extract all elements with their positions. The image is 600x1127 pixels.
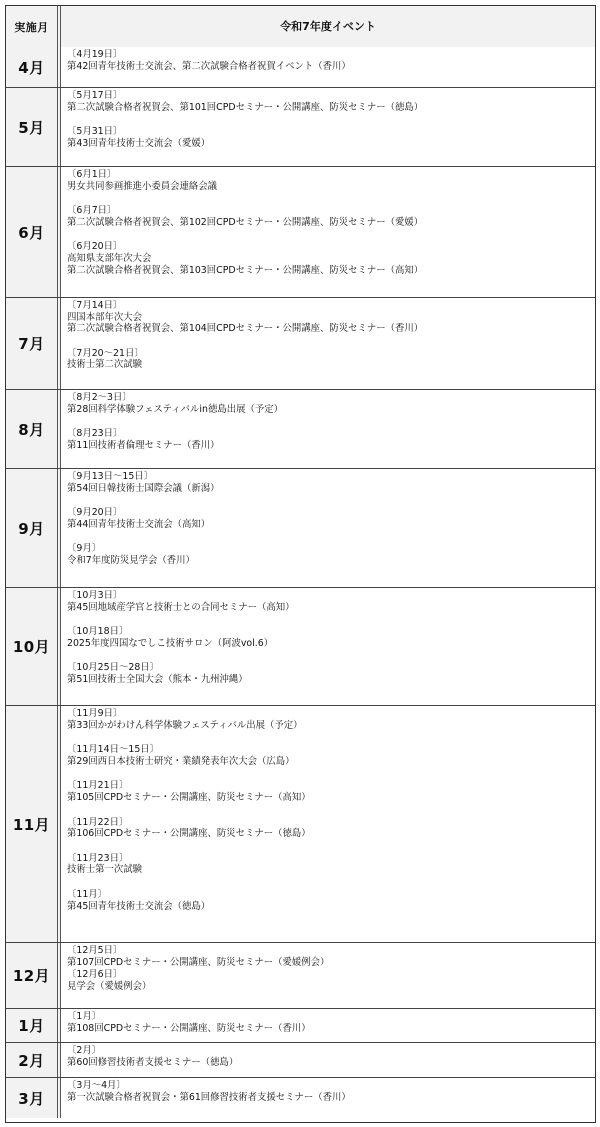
month-row (6, 389, 595, 468)
event-description: 四国本部年次大会 (67, 311, 143, 323)
event-entry (67, 780, 595, 803)
month-row (6, 47, 595, 87)
event-description: 高知県支部年次大会 (67, 252, 152, 264)
event-date: 〔9月20日〕 (67, 507, 123, 519)
events-cell (61, 588, 595, 705)
events-cell (61, 706, 595, 942)
event-entry (67, 817, 595, 840)
event-date: 〔12月5日〕 (67, 945, 123, 956)
month-cell: 5月 (6, 88, 61, 166)
events-cell (61, 390, 595, 468)
event-description: 第54回日韓技術士国際会議（新潟） (67, 482, 220, 494)
event-description: 見学会（愛媛例会） (67, 980, 152, 992)
event-date: 〔8月23日〕 (67, 428, 123, 440)
table-header-row (6, 6, 595, 47)
event-date: 〔11月〕 (67, 888, 108, 900)
event-entry (67, 300, 595, 335)
events-cell (61, 943, 595, 1008)
event-date: 〔9月13日～15日〕 (67, 471, 154, 482)
event-description: 第105回CPDセミナー・公開講座、防災セミナー（高知） (67, 791, 311, 803)
event-description: 第43回青年技術士交流会（愛媛） (67, 137, 211, 149)
month-cell: 11月 (6, 706, 61, 942)
event-entry (67, 471, 595, 494)
event-date: 〔10月18日〕 (67, 626, 129, 638)
event-description: 第一次試験合格者祝賀会・第61回修習技術者支援セミナー（香川） (67, 1091, 351, 1103)
month-row (6, 468, 595, 587)
month-row (6, 587, 595, 705)
event-description: 第42回青年技術士交流会、第二次試験合格者祝賀イベント（香川） (67, 60, 351, 72)
event-date: 〔7月20～21日〕 (67, 347, 144, 359)
event-entry (67, 126, 595, 149)
events-cell (61, 1043, 595, 1077)
events-cell (61, 1078, 595, 1118)
event-entry (67, 945, 595, 968)
event-date: 〔11月9日〕 (67, 708, 123, 719)
event-description: 第29回西日本技術士研究・業績発表年次大会（広島） (67, 755, 295, 767)
event-entry (67, 543, 595, 566)
event-description: 技術士第二次試験 (67, 359, 143, 371)
event-description: 令和7年度防災見学会（香川） (67, 554, 195, 566)
event-description: 第45回青年技術士交流会（徳島） (67, 900, 211, 912)
month-cell: 4月 (6, 47, 61, 87)
month-cell: 7月 (6, 298, 61, 389)
event-date: 〔5月31日〕 (67, 126, 123, 138)
month-row (6, 87, 595, 166)
event-entry (67, 662, 595, 685)
event-description: 第11回技術者倫理セミナー（香川） (67, 439, 220, 451)
month-row (6, 705, 595, 942)
event-date: 〔6月7日〕 (67, 205, 117, 217)
event-description: 第二次試験合格者祝賀会、第103回CPDセミナー・公開講座、防災セミナー（高知） (67, 264, 424, 276)
event-entry (67, 507, 595, 530)
event-entry (67, 49, 595, 72)
event-entry (67, 744, 595, 767)
event-date: 〔11月21日〕 (67, 780, 129, 792)
event-description: 第二次試験合格者祝賀会、第102回CPDセミナー・公開講座、防災セミナー（愛媛） (67, 216, 424, 228)
event-entry (67, 853, 595, 876)
event-date: 〔8月2～3日〕 (67, 392, 132, 403)
events-cell (61, 88, 595, 166)
month-row (6, 166, 595, 297)
event-date: 〔11月14日～15日〕 (67, 744, 160, 756)
event-date: 〔1月〕 (67, 1011, 102, 1022)
table-body (6, 47, 595, 1122)
month-column-header: 実施月 (6, 6, 61, 47)
event-description: 第44回青年技術士交流会（高知） (67, 518, 211, 530)
event-entry (67, 392, 595, 415)
month-cell: 8月 (6, 390, 61, 468)
event-entry (67, 205, 595, 228)
month-cell: 10月 (6, 588, 61, 705)
event-date: 〔11月22日〕 (67, 816, 129, 828)
events-cell (61, 1009, 595, 1042)
event-description: 第45回地域産学官と技術士との合同セミナー（高知） (67, 601, 295, 613)
month-row (6, 297, 595, 389)
event-date: 〔10月3日〕 (67, 590, 123, 601)
event-description: 第33回かがわけん科学体験フェスティバル出展（予定） (67, 719, 303, 731)
events-cell (61, 298, 595, 389)
event-description: 第二次試験合格者祝賀会、第104回CPDセミナー・公開講座、防災セミナー（香川） (67, 323, 424, 335)
event-entry (67, 90, 595, 113)
month-cell: 2月 (6, 1043, 61, 1077)
month-row (6, 1077, 595, 1118)
month-row (6, 942, 595, 1008)
month-cell: 1月 (6, 1009, 61, 1042)
event-date: 〔7月14日〕 (67, 300, 123, 311)
event-description: 2025年度四国なでしこ技術サロン（阿波vol.6） (67, 637, 274, 649)
event-description: 第28回科学体験フェスティバルin徳島出展（予定） (67, 403, 283, 415)
event-description: 第51回技術士全国大会（熊本・九州沖縄） (67, 673, 248, 685)
event-entry (67, 428, 595, 451)
event-date: 〔6月20日〕 (67, 241, 123, 253)
event-date: 〔5月17日〕 (67, 90, 123, 101)
event-entry (67, 626, 595, 649)
event-entry (67, 169, 595, 192)
event-description: 第107回CPDセミナー・公開講座、防災セミナー（愛媛例会） (67, 956, 330, 968)
month-cell: 6月 (6, 167, 61, 297)
event-description: 第108回CPDセミナー・公開講座、防災セミナー（香川） (67, 1022, 311, 1034)
events-cell (61, 47, 595, 87)
events-cell (61, 167, 595, 297)
event-description: 第二次試験合格者祝賀会、第101回CPDセミナー・公開講座、防災セミナー（徳島） (67, 101, 424, 113)
event-entry (67, 1080, 595, 1103)
month-row (6, 1042, 595, 1077)
event-date: 〔3月～4月〕 (67, 1080, 126, 1091)
event-entry (67, 241, 595, 276)
month-cell: 12月 (6, 943, 61, 1008)
month-row (6, 1008, 595, 1042)
event-date: 〔6月1日〕 (67, 169, 117, 180)
event-description: 技術士第一次試験 (67, 864, 143, 876)
event-date: 〔12月6日〕 (67, 969, 123, 981)
events-column-header: 令和7年度イベント (61, 6, 595, 47)
event-entry (67, 708, 595, 731)
event-entry (67, 969, 595, 992)
event-date: 〔10月25日～28日〕 (67, 662, 160, 674)
event-date: 〔4月19日〕 (67, 49, 123, 60)
event-entry (67, 348, 595, 371)
event-entry (67, 1045, 595, 1068)
event-date: 〔2月〕 (67, 1045, 102, 1056)
events-table (5, 5, 596, 1123)
events-cell (61, 469, 595, 587)
month-cell: 9月 (6, 469, 61, 587)
event-entry (67, 1011, 595, 1034)
event-entry (67, 889, 595, 912)
month-cell: 3月 (6, 1078, 61, 1118)
event-description: 第106回CPDセミナー・公開講座、防災セミナー（徳島） (67, 828, 311, 840)
event-description: 男女共同参画推進小委員会連絡会議 (67, 180, 218, 192)
event-entry (67, 590, 595, 613)
event-date: 〔11月23日〕 (67, 852, 129, 864)
event-date: 〔9月〕 (67, 543, 102, 555)
event-description: 第60回修習技術者支援セミナー（徳島） (67, 1056, 239, 1068)
